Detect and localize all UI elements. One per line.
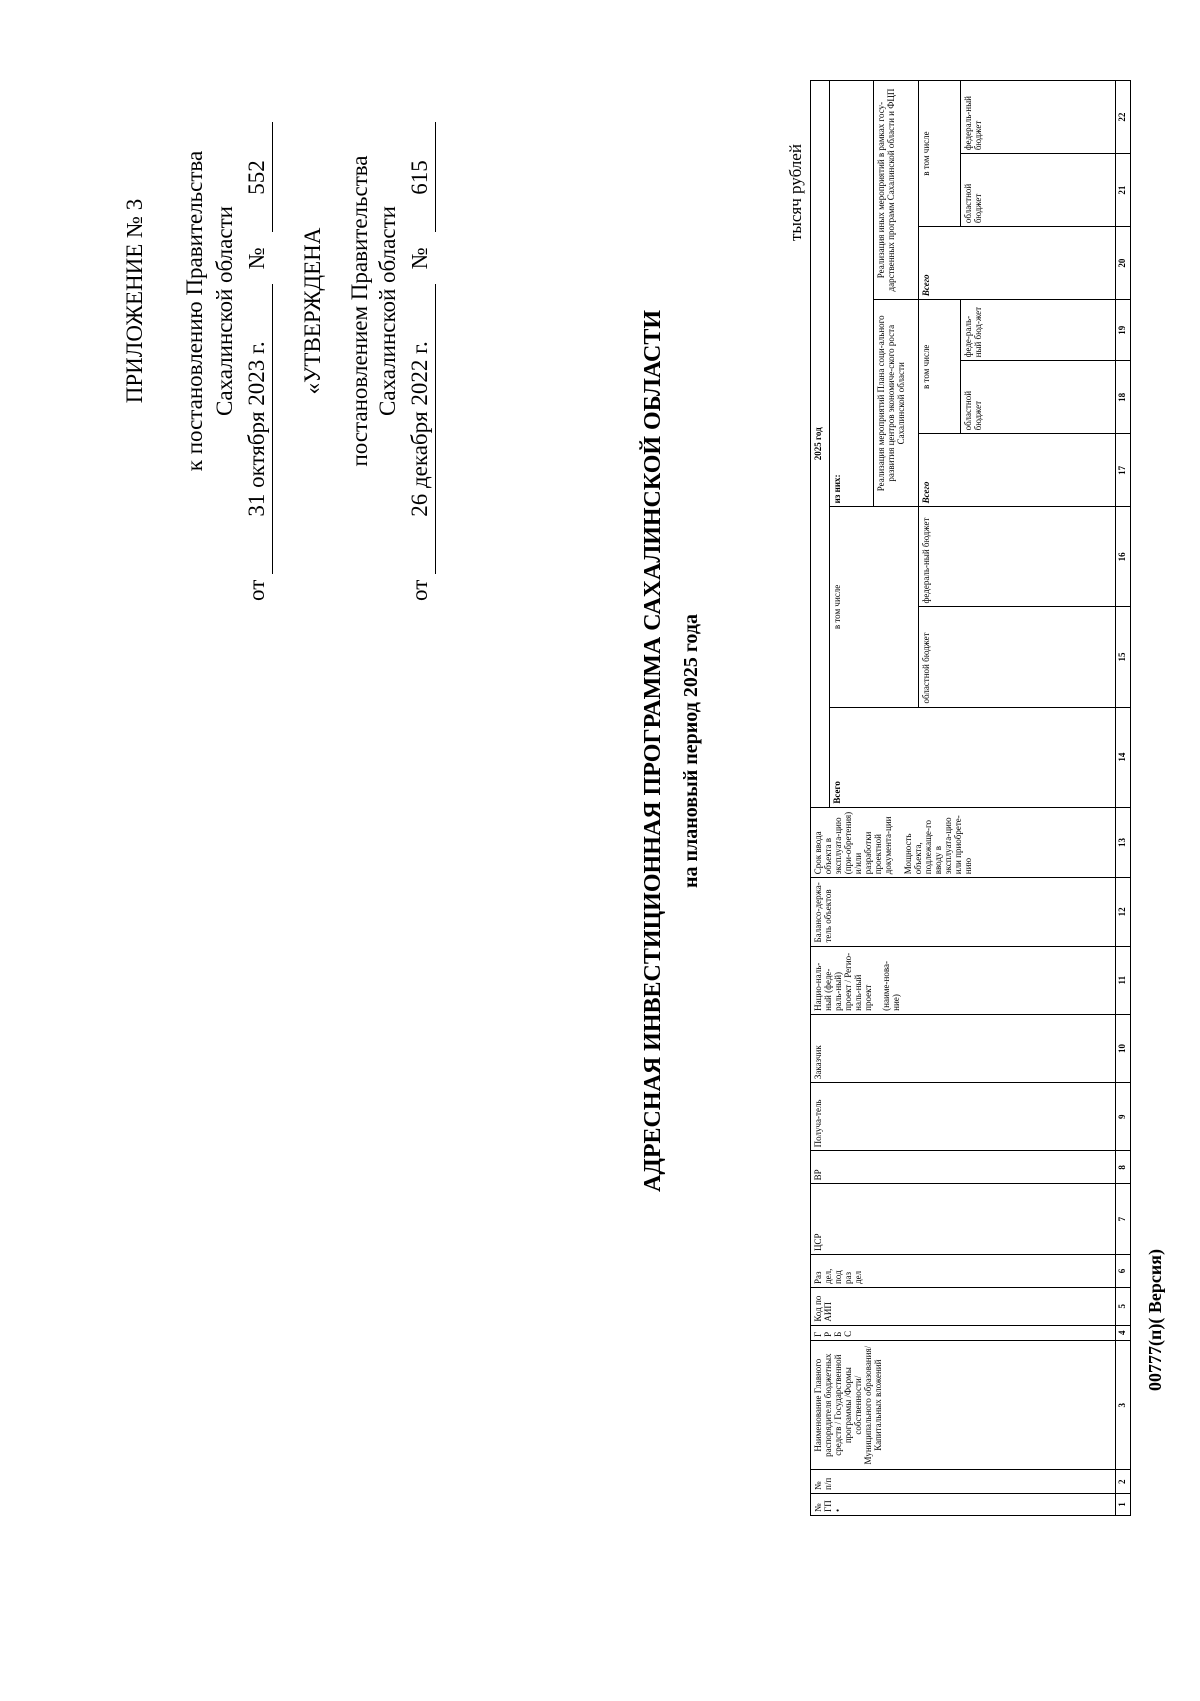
header-col-2: № п/п: [811, 1470, 1116, 1494]
header-col-12: Балансо-держа-тель объектов: [811, 878, 1116, 946]
units-label: тысяч рублей: [786, 144, 805, 241]
appendix-title: [120, 131, 150, 471]
col-number: 19: [1116, 300, 1131, 361]
header-regional-budget-2: областной бюджет: [961, 361, 1116, 434]
header-federal-budget-1: федераль-ный бюджет: [919, 507, 1116, 607]
header-total: Всего: [830, 707, 1116, 807]
col-number: 5: [1116, 1287, 1131, 1325]
approved-region-line: [373, 71, 403, 551]
header-col-13-term: Срок ввода объекта в эксплуата-цию (при-обретения) и/или разработки проектной документа-ции: [813, 811, 893, 875]
header-total-other: Всего: [919, 227, 1116, 300]
appendix-title-text: ПРИЛОЖЕНИЕ № 3: [122, 198, 147, 404]
from-label: от: [244, 579, 269, 601]
approved-from-label: от: [407, 579, 432, 601]
col-number: 11: [1116, 946, 1131, 1014]
col-number: 16: [1116, 507, 1131, 607]
document-subtitle: на плановый период 2025 года: [680, 614, 702, 888]
header-year-2025: 2025 год: [811, 81, 830, 808]
resolution-text: к постановлению Правительства: [182, 150, 207, 472]
header-total-plan: Всего: [919, 434, 1116, 507]
approved-date: 26 декабря 2022 г.: [405, 284, 436, 574]
version-footer: 00777(п)( Версия): [1145, 1249, 1165, 1391]
header-col-8: ВР: [811, 1151, 1116, 1184]
header-col-7: ЦСР: [811, 1184, 1116, 1255]
col-number: 7: [1116, 1184, 1131, 1255]
header-federal-budget-2: феде-раль-ный бюд-жет: [961, 300, 1116, 361]
header-other-measures: Реализация иных мероприятий в рамках госу-дарственных программ Сахалинской области и ФЦП: [874, 81, 919, 300]
header-col-1: № ГП •: [811, 1493, 1116, 1515]
col-number: 8: [1116, 1151, 1131, 1184]
header-col-11-note: (наиме-нова-ние): [881, 961, 901, 1011]
header-col-6: Раз дел, под раз дел: [811, 1254, 1116, 1287]
resolution-line: [180, 71, 210, 551]
header-row-1: [811, 81, 830, 1516]
approved-region-text: Сахалинской области: [375, 206, 400, 416]
header-col-5: Код по АИП: [811, 1287, 1116, 1325]
col-number: 22: [1116, 81, 1131, 154]
col-number: 20: [1116, 227, 1131, 300]
header-regional-budget-3: областной бюджет: [961, 154, 1116, 227]
header-col-3: Наименование Главного распорядителя бюджетных средств / Государственной программы /Формы собственности/ Муниципального образования/ Капитальных вложений: [811, 1340, 1116, 1470]
approved-title: [298, 91, 328, 531]
region-text: Сахалинской области: [212, 206, 237, 416]
column-numbers-row: [1116, 81, 1131, 1516]
resolution-date: 31 октября 2023 г.: [242, 284, 273, 574]
header-regional-budget-1: областной бюджет: [919, 607, 1116, 707]
col-number: 21: [1116, 154, 1131, 227]
header-plan-social: Реализация мероприятий Плана соци-ального развития центров экономиче-ского роста Сахалинской области: [874, 300, 919, 507]
header-col-13-capacity: Мощность объекта, подлежаще-го вводу в эксплуата-цию или приобрете-нию: [903, 815, 973, 875]
header-incl-other: в том числе: [919, 81, 961, 227]
header-incl-plan: в том числе: [919, 300, 961, 434]
header-col-10: Заказчик: [811, 1014, 1116, 1082]
header-col-11-name: Нацио-наль-ный (феде-раль-ный) проект / Регио-наль-ный проект: [813, 952, 873, 1011]
col-number: 13: [1116, 807, 1131, 878]
date-number-line: [242, 1, 273, 601]
header-col-11: [811, 946, 1116, 1014]
header-col-13: [811, 807, 1116, 878]
document-title: АДРЕСНАЯ ИНВЕСТИЦИОННАЯ ПРОГРАММА САХАЛИНСКОЙ ОБЛАСТИ: [640, 310, 666, 1193]
approved-date-number-line: [405, 1, 436, 601]
col-number: 17: [1116, 434, 1131, 507]
col-number: 3: [1116, 1340, 1131, 1470]
header-col-4: Г Р Б С: [811, 1325, 1116, 1340]
col-number: 14: [1116, 707, 1131, 807]
resolution-number: 552: [242, 123, 273, 233]
col-number: 4: [1116, 1325, 1131, 1340]
col-number: 10: [1116, 1014, 1131, 1082]
col-number: 18: [1116, 361, 1131, 434]
approved-text: «УТВЕРЖДЕНА: [300, 227, 325, 395]
col-number: 2: [1116, 1470, 1131, 1494]
approved-number-label: №: [407, 247, 432, 270]
header-federal-budget-3: федераль-ный бюджет: [961, 81, 1116, 154]
header-incl: в том числе: [830, 507, 919, 707]
header-col-9: Получа-тель: [811, 1083, 1116, 1151]
approved-by-line: [345, 71, 375, 551]
col-number: 9: [1116, 1083, 1131, 1151]
col-number: 12: [1116, 878, 1131, 946]
col-number: 1: [1116, 1493, 1131, 1515]
col-number: 6: [1116, 1254, 1131, 1287]
approved-by-text: постановлением Правительства: [347, 155, 372, 467]
number-label: №: [244, 247, 269, 270]
approved-number: 615: [405, 123, 436, 233]
col-number: 15: [1116, 607, 1131, 707]
region-line: [210, 71, 240, 551]
header-of-them: из них:: [830, 81, 874, 507]
investment-program-table: [810, 80, 1131, 1516]
